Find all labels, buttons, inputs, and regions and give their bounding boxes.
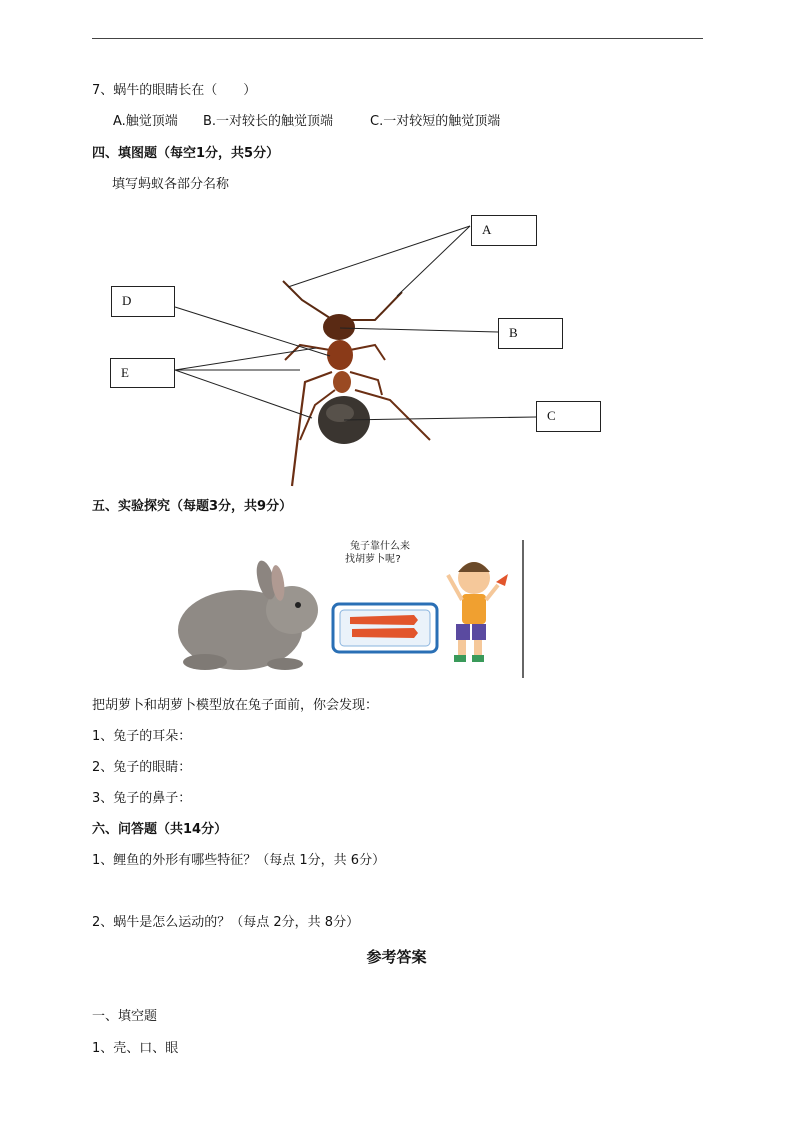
- section-4-heading: 四、填图题（每空1分，共5分）: [92, 146, 280, 161]
- speech-bubble-line-1: 兔子靠什么来: [350, 541, 410, 552]
- speech-bubble-line-2: 找胡萝卜呢?: [345, 554, 402, 565]
- section-5-item-2: 2、兔子的眼睛：: [92, 760, 192, 775]
- rabbit-image: [178, 559, 318, 670]
- answers-item-1: 1、壳、口、眼: [92, 1041, 179, 1056]
- label-box-d: D: [111, 286, 175, 317]
- answers-title: 参考答案: [366, 948, 427, 966]
- label-box-a: A: [471, 215, 537, 246]
- answers-part-1-heading: 一、填空题: [92, 1009, 158, 1024]
- label-box-c: C: [536, 401, 601, 432]
- section-4-instruction: 填写蚂蚁各部分名称: [112, 177, 230, 192]
- section-5-item-3: 3、兔子的鼻子：: [92, 791, 192, 806]
- section-6-question-2: 2、蜗牛是怎么运动的？（每点 2分，共 8分）: [92, 915, 360, 930]
- boy-image: [448, 562, 508, 662]
- question-7-option-a: A.触觉顶端: [113, 114, 178, 129]
- section-6-question-1: 1、鲤鱼的外形有哪些特征？（每点 1分，共 6分）: [92, 853, 386, 868]
- section-5-intro: 把胡萝卜和胡萝卜模型放在兔子面前，你会发现：: [92, 698, 379, 713]
- section-5-heading: 五、实验探究（每题3分，共9分）: [92, 499, 293, 514]
- question-7-stem: 7、蜗牛的眼睛长在（ ）: [92, 83, 257, 98]
- question-7-option-c: C.一对较短的触觉顶端: [370, 114, 501, 129]
- section-6-heading: 六、问答题（共14分）: [92, 822, 228, 837]
- label-box-e: E: [110, 358, 175, 388]
- question-7-option-b: B.一对较长的触觉顶端: [203, 114, 334, 129]
- label-box-b: B: [498, 318, 563, 349]
- carrot-tray: [333, 604, 437, 652]
- section-5-item-1: 1、兔子的耳朵：: [92, 729, 192, 744]
